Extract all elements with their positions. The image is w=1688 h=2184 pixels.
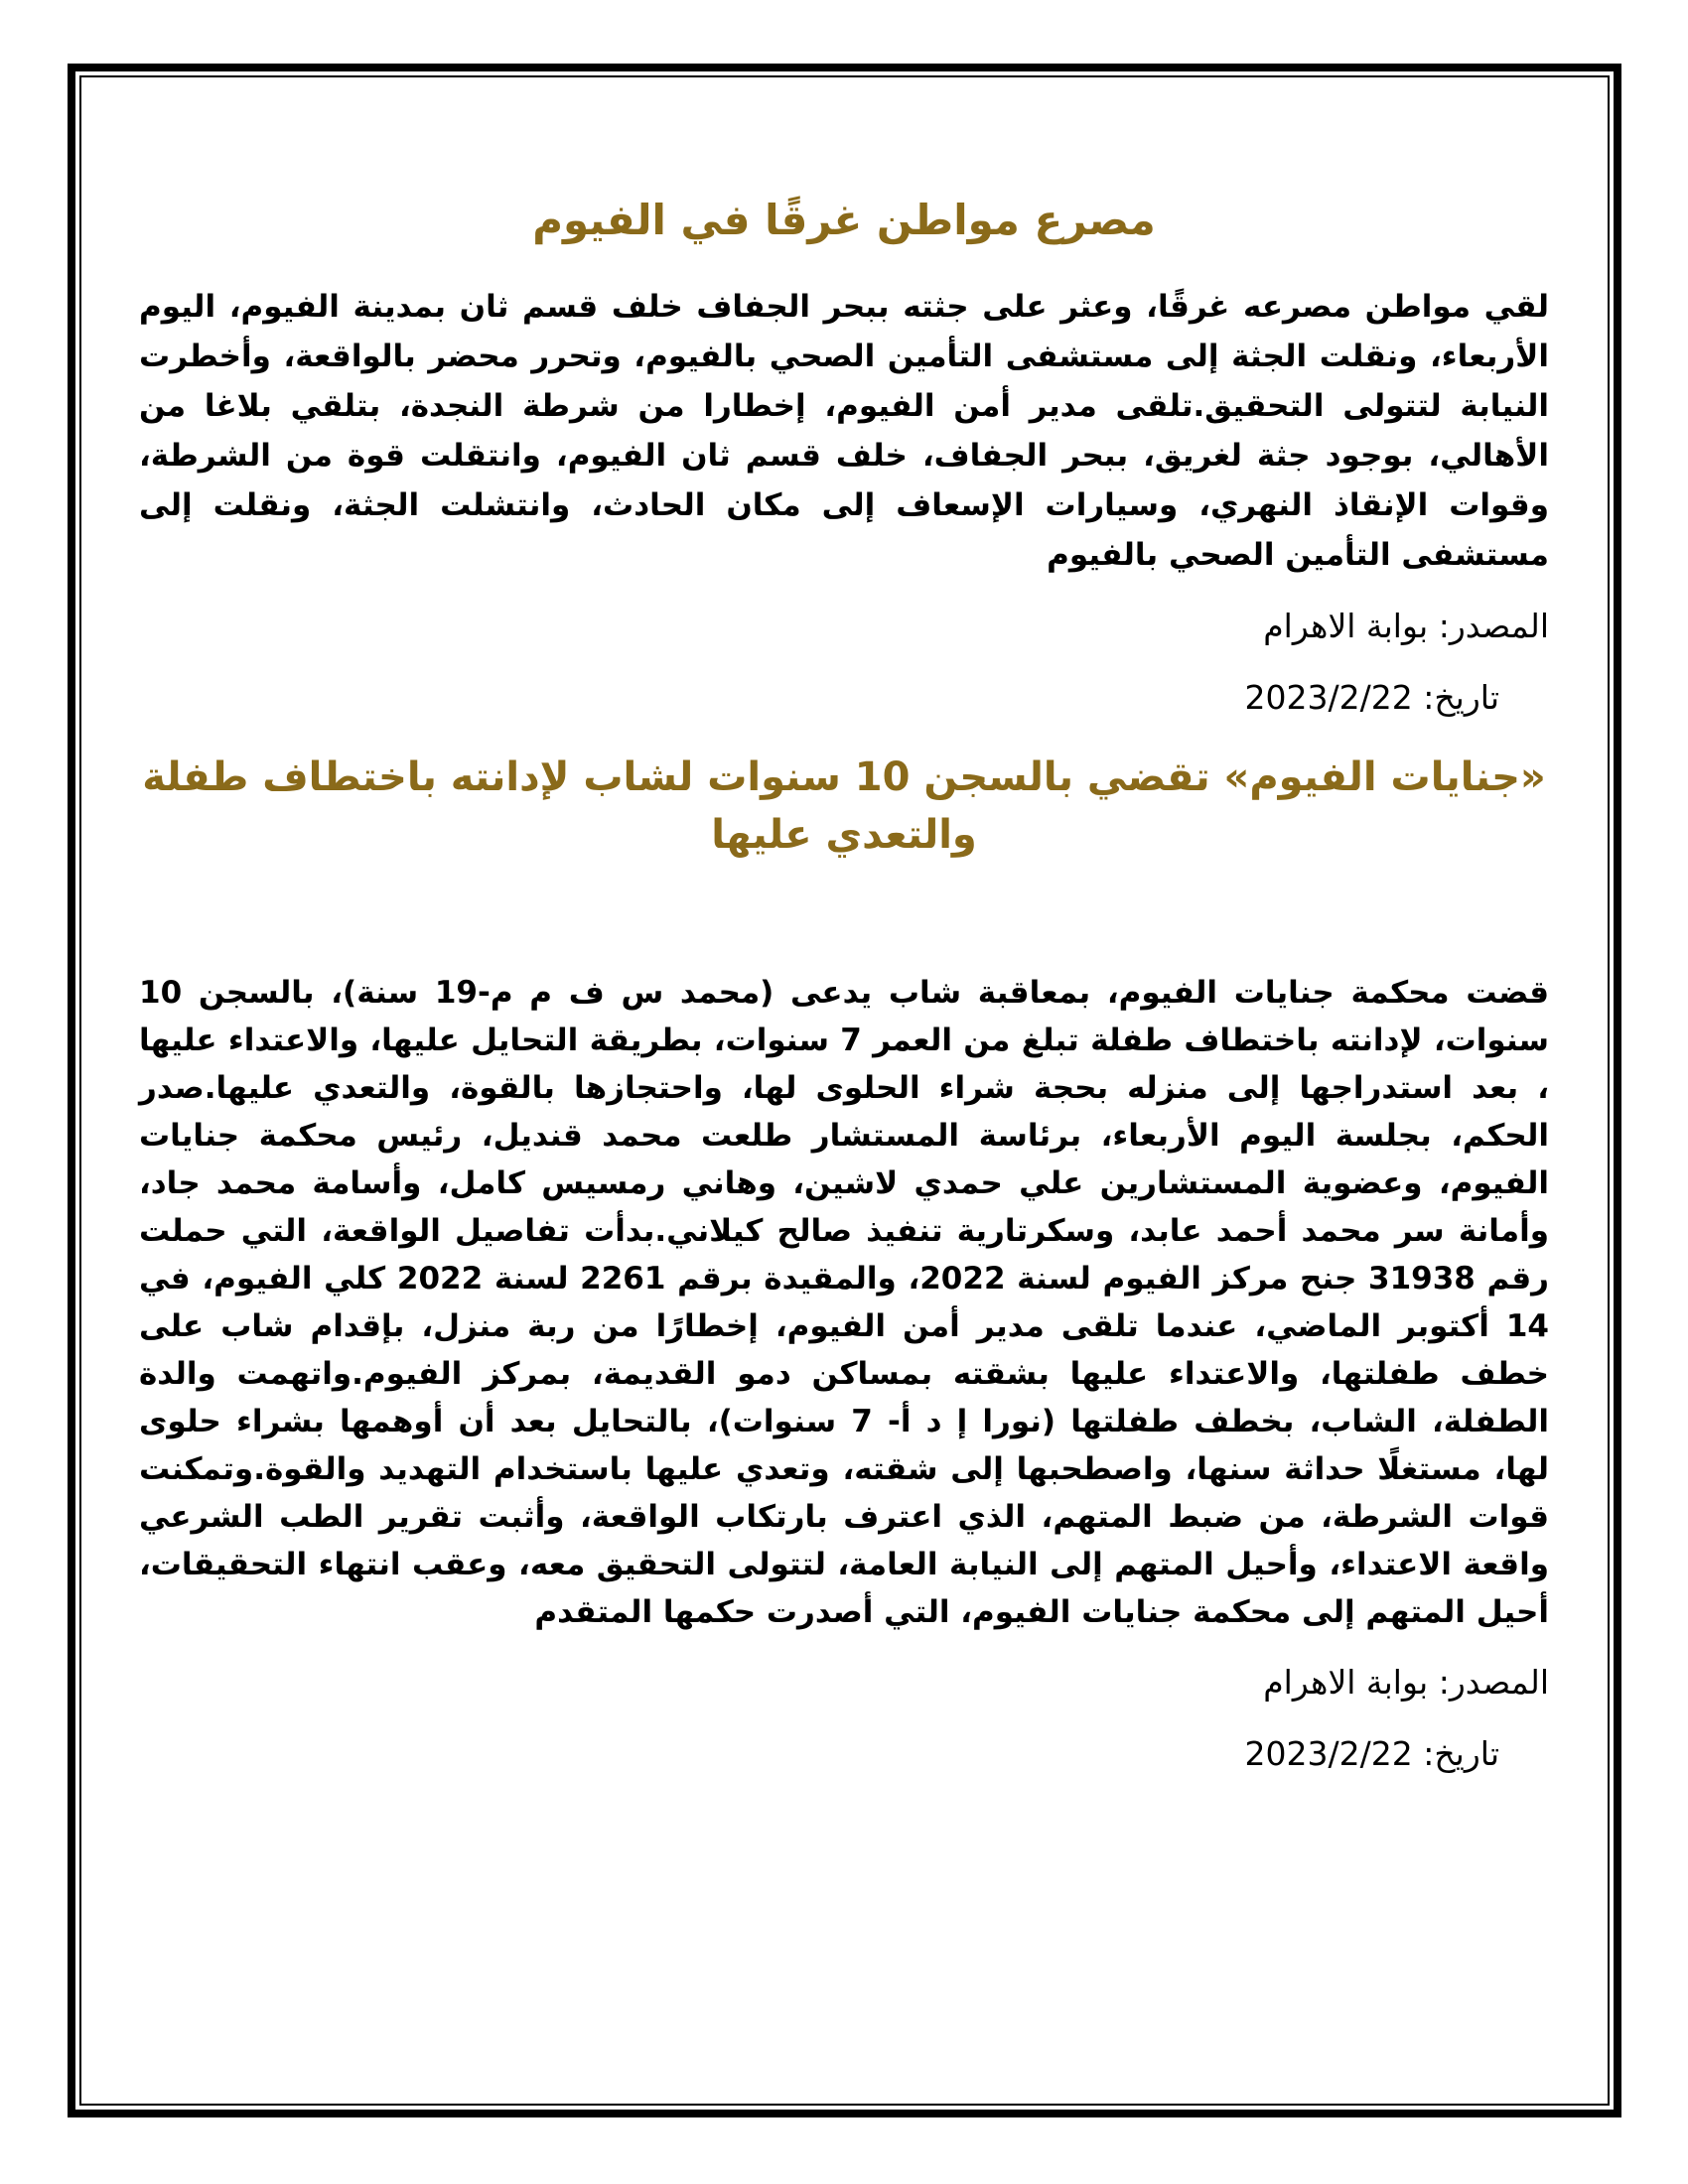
- article1-title: مصرع مواطن غرقًا في الفيوم: [532, 196, 1156, 244]
- article1-date-value: 2023/2/22: [1244, 678, 1413, 717]
- article2-source-value: بوابة الاهرام: [1263, 1663, 1429, 1702]
- article1-source-value: بوابة الاهرام: [1263, 607, 1429, 645]
- article1-source-label: المصدر:: [1438, 607, 1549, 645]
- article2-title: «جنايات الفيوم» تقضي بالسجن 10 سنوات لشاب لإدانته باختطاف طفلة والتعدي عليها: [142, 754, 1546, 858]
- article2-source-line: [139, 1660, 1549, 1706]
- article2-date-label: تاريخ:: [1423, 1734, 1499, 1773]
- document-content: [0, 81, 1688, 1777]
- article1-date-label: تاريخ:: [1423, 678, 1499, 717]
- article2-source-label: المصدر:: [1438, 1663, 1549, 1702]
- article2-date-value: 2023/2/22: [1244, 1734, 1413, 1773]
- article1-date-line: [139, 675, 1549, 721]
- article2-body: قضت محكمة جنايات الفيوم، بمعاقبة شاب يدعى (محمد س ف م م-19 سنة)، بالسجن 10 سنوات، لإدانته باختطاف طفلة تبلغ من العمر 7 سنوات، بطريقة التحايل عليها، والاعتداء عليها ، بعد استدراجها إلى منزله بحجة شراء الحلوى لها، واحتجازها بالقوة، والتعدي عليها.صدر الحكم، بجلسة اليوم الأربعاء، برئاسة المستشار طلعت محمد قنديل، رئيس محكمة جنايات الفيوم، وعضوية المستشارين علي حمدي لاشين، وهاني رمسيس كامل، وأسامة محمد جاد، وأمانة سر محمد أحمد عابد، وسكرتارية تنفيذ صالح كيلاني.بدأت تفاصيل الواقعة، التي حملت رقم 31938 جنح مركز الفيوم لسنة 2022، والمقيدة برقم 2261 لسنة 2022 كلي الفيوم، في 14 أكتوبر الماضي، عندما تلقى مدير أمن الفيوم، إخطارًا من ربة منزل، بإقدام شاب على خطف طفلتها، والاعتداء عليها بشقته بمساكن دمو القديمة، بمركز الفيوم.واتهمت والدة الطفلة، الشاب، بخطف طفلتها (نورا إ د أ- 7 سنوات)، بالتحايل بعد أن أوهمها بشراء حلوى لها، مستغلًا حداثة سنها، واصطحبها إلى شقته، وتعدي عليها باستخدام التهديد والقوة.وتمكنت قوات الشرطة، من ضبط المتهم، الذي اعترف بارتكاب الواقعة، وأثبت تقرير الطب الشرعي واقعة الاعتداء، وأحيل المتهم إلى النيابة العامة، لتتولى التحقيق معه، وعقب انتهاء التحقيقات، أحيل المتهم إلى محكمة جنايات الفيوم، التي أصدرت حكمها المتقدم: [139, 975, 1549, 1630]
- article2-date-line: [139, 1731, 1549, 1777]
- article1-source-line: [139, 604, 1549, 649]
- article1-body: لقي مواطن مصرعه غرقًا، وعثر على جثته ببحر الجفاف خلف قسم ثان بمدينة الفيوم، اليوم الأربعاء، ونقلت الجثة إلى مستشفى التأمين الصحي بالفيوم، وتحرر محضر بالواقعة، وأخطرت النيابة لتتولى التحقيق.تلقى مدير أمن الفيوم، إخطارا من شرطة النجدة، بتلقي بلاغا من الأهالي، بوجود جثة لغريق، ببحر الجفاف، خلف قسم ثان الفيوم، وانتقلت قوة من الشرطة، وقوات الإنقاذ النهري، وسيارات الإسعاف إلى مكان الحادث، وانتشلت الجثة، ونقلت إلى مستشفى التأمين الصحي بالفيوم: [139, 289, 1549, 573]
